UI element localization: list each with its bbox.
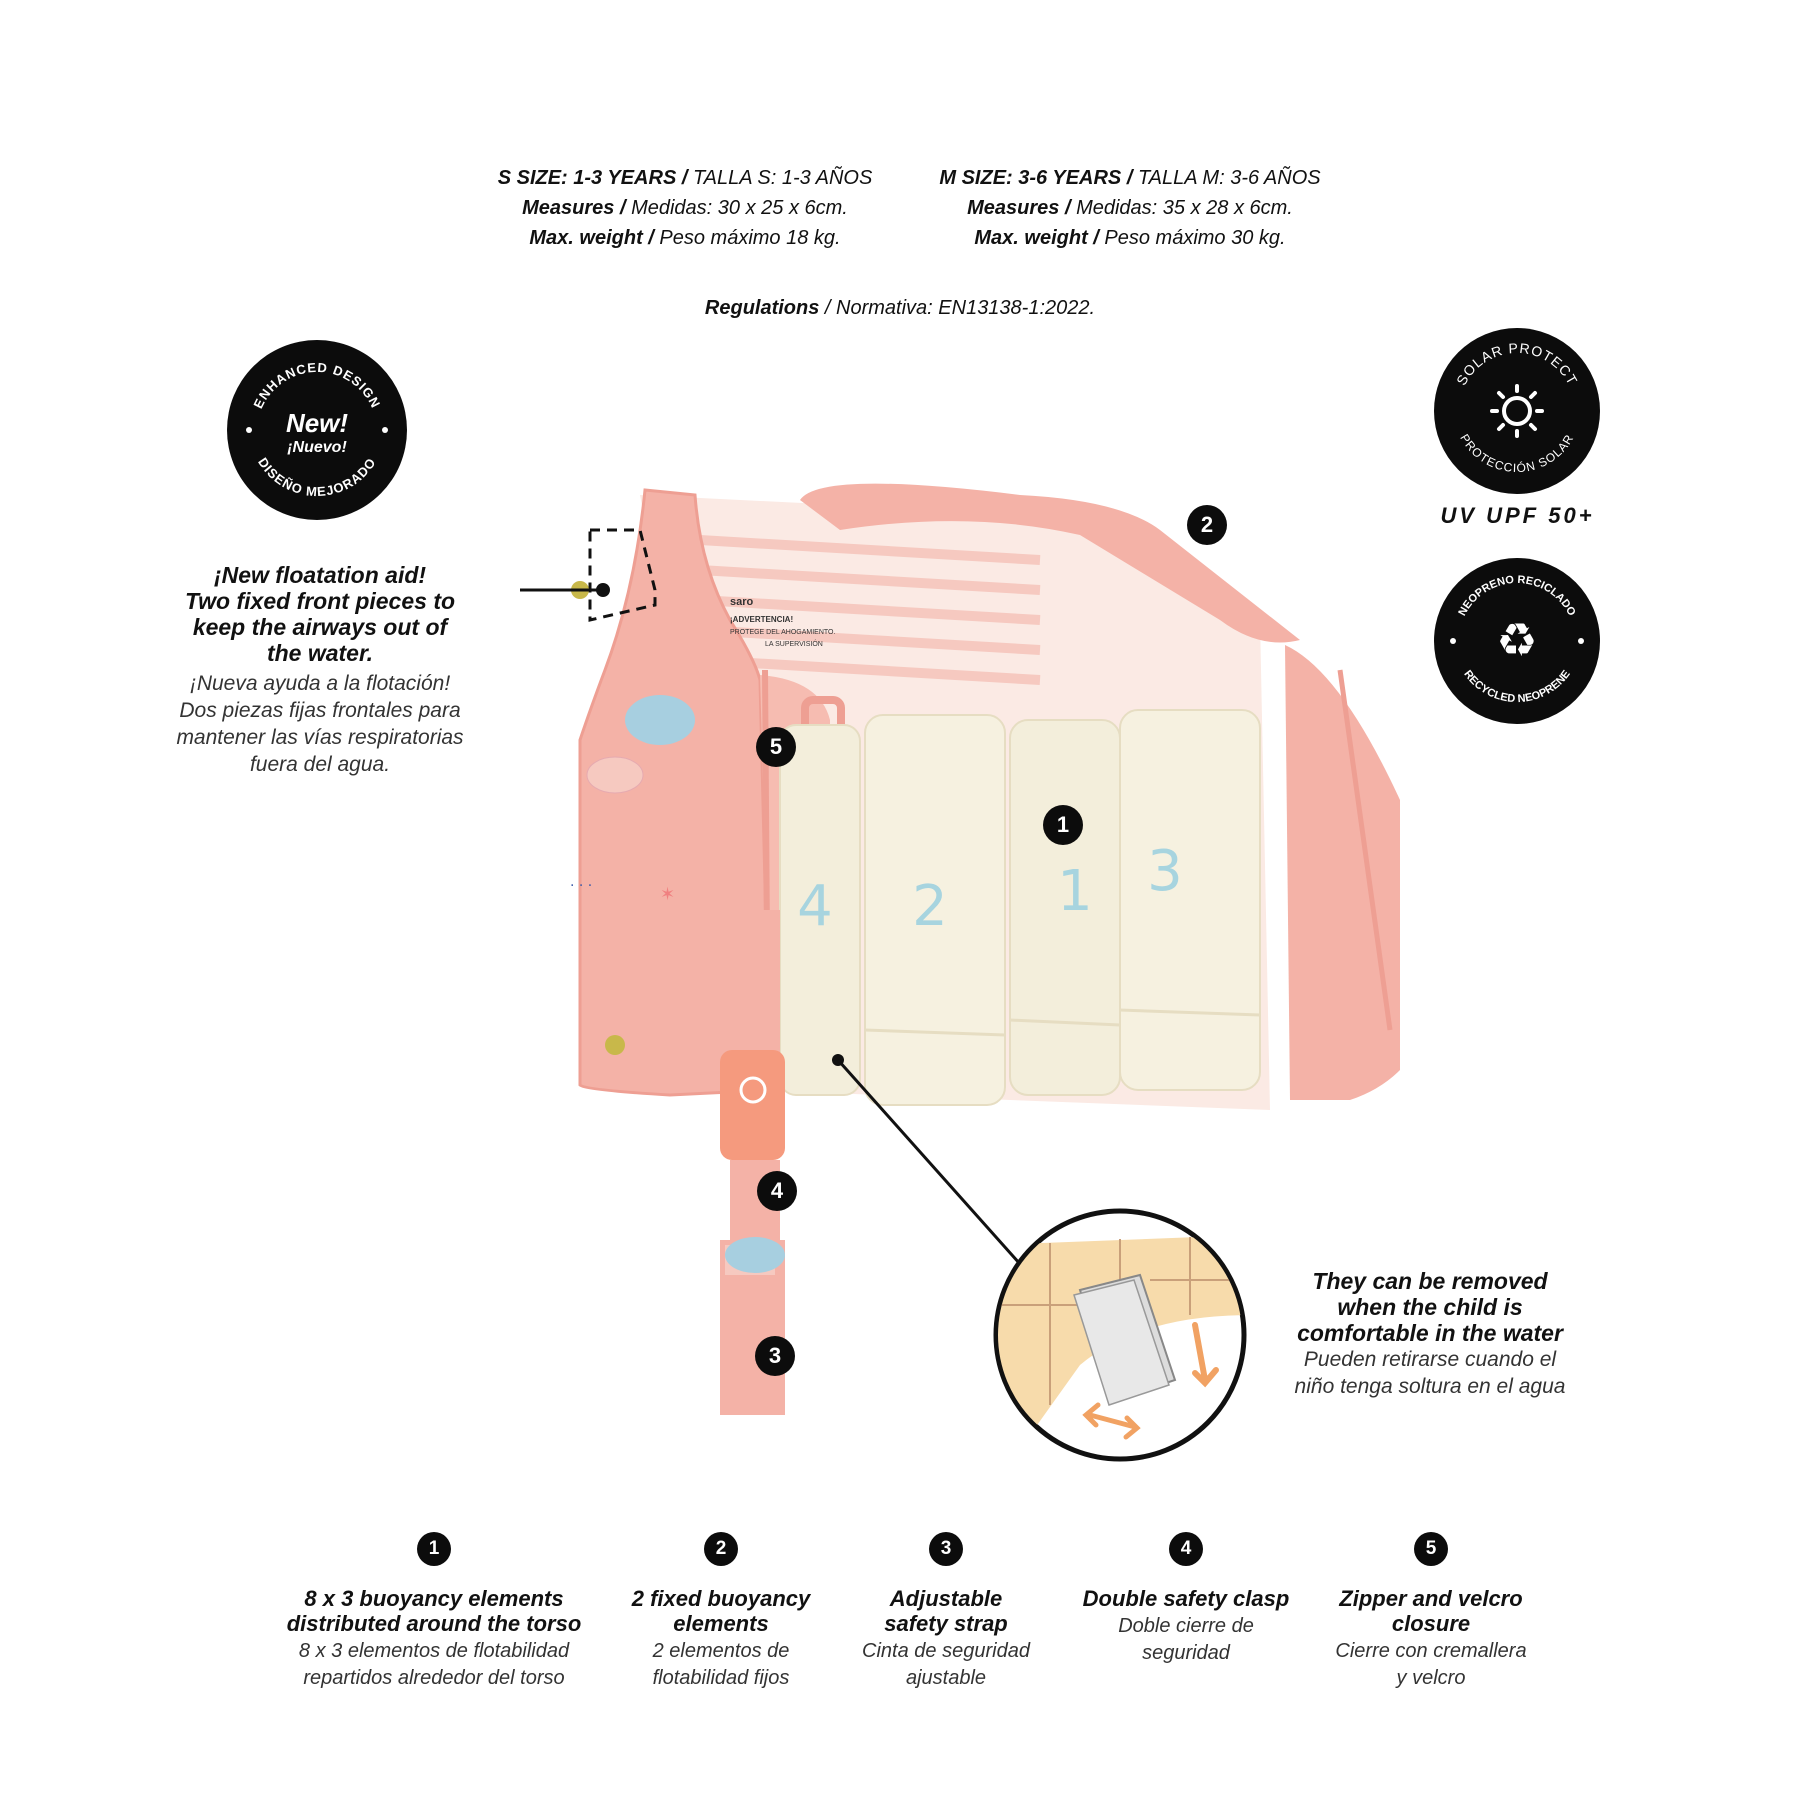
feature-1-marker: 1 xyxy=(417,1532,451,1566)
size-s-weight: Peso máximo 18 kg. xyxy=(659,227,841,249)
solar-protect-badge xyxy=(1434,328,1600,494)
callout-right-title-2: when the child is xyxy=(1337,1294,1523,1320)
feature-4-sub-1: Doble cierre de xyxy=(1118,1615,1254,1637)
callout-right-sub-2: niño tenga soltura en el agua xyxy=(1294,1375,1566,1398)
marker-5: 5 xyxy=(756,727,796,767)
feature-3-marker: 3 xyxy=(929,1532,963,1566)
marker-3: 3 xyxy=(755,1336,795,1376)
feature-1-title-2: distributed around the torso xyxy=(286,1611,582,1636)
size-s-measures: Medidas: 30 x 25 x 6cm. xyxy=(631,197,848,219)
recycle-icon: ♻ xyxy=(1496,613,1538,667)
callout-floatation-aid xyxy=(160,562,480,778)
feature-4-title-1: Double safety clasp xyxy=(1082,1586,1290,1611)
feature-2-title-1: 2 fixed buoyancy xyxy=(631,1586,811,1611)
buoyancy-floats xyxy=(780,710,1260,1105)
badge-new-top-text: ENHANCED DESIGN xyxy=(250,359,384,411)
feature-1-sub-1: 8 x 3 elementos de flotabilidad xyxy=(298,1640,570,1662)
safety-clasp xyxy=(720,1050,785,1160)
size-m-measures: Medidas: 35 x 28 x 6cm. xyxy=(1076,197,1293,219)
feature-2-marker: 2 xyxy=(704,1532,738,1566)
size-m-weight: Peso máximo 30 kg. xyxy=(1104,227,1286,249)
size-s-measures-label: Measures / xyxy=(522,197,626,219)
float-number-4: 4 xyxy=(797,874,833,939)
float-number-1: 1 xyxy=(1057,859,1093,924)
feature-2-sub-1: 2 elementos de xyxy=(652,1640,790,1662)
feature-2-title-2: elements xyxy=(673,1611,769,1636)
svg-text:ENHANCED DESIGN xyxy=(250,360,383,411)
feature-5-sub-2: y velcro xyxy=(1396,1667,1466,1689)
callout-left-title-1: ¡New floatation aid! xyxy=(213,562,427,588)
feature-3-title-1: Adjustable xyxy=(889,1586,1003,1611)
size-s-label: S SIZE: 1-3 YEARS / xyxy=(497,167,688,189)
feature-5-marker: 5 xyxy=(1414,1532,1448,1566)
svg-text:PROTECCIÓN SOLAR xyxy=(1457,432,1576,476)
size-m-specs xyxy=(915,163,1345,253)
callout-left-sub-2: Dos piezas fijas frontales para xyxy=(179,699,461,722)
feature-3-title-2: safety strap xyxy=(884,1611,1008,1636)
badge-recycled-bottom-text: RECYCLED NEOPRENE xyxy=(1461,668,1573,706)
feature-3-sub-1: Cinta de seguridad xyxy=(862,1640,1030,1662)
vest-warning-line3: LA SUPERVISIÓN xyxy=(765,641,823,648)
badge-solar-bottom-text: PROTECCIÓN SOLAR xyxy=(1457,431,1577,476)
feature-5-title-2: closure xyxy=(1391,1611,1471,1636)
feature-1-sub-2: repartidos alrededor del torso xyxy=(303,1667,565,1689)
badge-new-sub: ¡Nuevo! xyxy=(287,439,347,456)
svg-text:DISEÑO MEJORADO xyxy=(255,455,379,499)
callout-right-sub-1: Pueden retirarse cuando el xyxy=(1303,1348,1557,1371)
feature-2-sub-2: flotabilidad fijos xyxy=(652,1667,790,1689)
callout-left-sub-4: fuera del agua. xyxy=(249,753,391,776)
badge-new-main: New! xyxy=(285,408,349,438)
callout-left-title-2: Two fixed front pieces to xyxy=(184,588,456,614)
feature-3-sub-2: ajustable xyxy=(905,1667,987,1689)
callout-left-title-4: the water. xyxy=(266,640,374,666)
callout-left-sub-3: mantener las vías respiratorias xyxy=(176,726,464,749)
vest-brand-label: saro xyxy=(730,596,754,608)
callout-left-title-3: keep the airways out of xyxy=(192,614,448,640)
svg-text:⋅ ⋅ ⋅: ⋅ ⋅ ⋅ xyxy=(570,878,593,894)
marker-2: 2 xyxy=(1187,505,1227,545)
badge-recycled-top-text: NEOPRENO RECICLADO xyxy=(1456,573,1578,618)
feature-5-sub-1: Cierre con cremallera xyxy=(1335,1640,1527,1662)
size-s-weight-label: Max. weight / xyxy=(529,227,654,249)
feature-1-title-1: 8 x 3 buoyancy elements xyxy=(304,1586,564,1611)
recycled-neoprene-badge xyxy=(1434,558,1600,724)
svg-text:NEOPRENO RECICLADO xyxy=(1456,574,1577,618)
uv-upf-caption: UV UPF 50+ xyxy=(1440,503,1595,528)
regulations-value: / Normativa: EN13138-1:2022. xyxy=(824,297,1096,319)
feature-4-sub-2: seguridad xyxy=(1142,1642,1230,1664)
callout-right-title-1: They can be removed xyxy=(1312,1268,1548,1294)
sun-icon xyxy=(1492,386,1542,436)
svg-text:✶: ✶ xyxy=(660,884,676,905)
feature-1 xyxy=(284,1532,584,1692)
size-m-label: M SIZE: 3-6 YEARS / xyxy=(939,167,1133,189)
regulations-label: Regulations xyxy=(704,297,820,319)
feature-4-marker: 4 xyxy=(1169,1532,1203,1566)
callout-right-title-3: comfortable in the water xyxy=(1297,1320,1563,1346)
size-m-weight-label: Max. weight / xyxy=(974,227,1099,249)
svg-text:RECYCLED NEOPRENE xyxy=(1461,668,1572,705)
marker-1: 1 xyxy=(1043,805,1083,845)
size-s-label-es: TALLA S: 1-3 AÑOS xyxy=(692,167,873,189)
enhanced-design-badge xyxy=(227,340,407,520)
feature-5-title-1: Zipper and velcro xyxy=(1339,1586,1523,1611)
vest-warning-line1: ¡ADVERTENCIA! xyxy=(730,615,794,624)
size-m-measures-label: Measures / xyxy=(967,197,1071,219)
badge-new-bottom-text: DISEÑO MEJORADO xyxy=(255,454,379,500)
size-s-specs xyxy=(470,163,900,253)
badge-solar-top-text: SOLAR PROTECT xyxy=(1452,339,1582,388)
feature-5 xyxy=(1281,1532,1581,1692)
vest-warning-line2: PROTEGE DEL AHOGAMIENTO. xyxy=(730,629,836,636)
callout-removable xyxy=(1280,1268,1580,1400)
marker-4: 4 xyxy=(757,1171,797,1211)
callout-left-sub-1: ¡Nueva ayuda a la flotación! xyxy=(189,672,451,695)
size-m-label-es: TALLA M: 3-6 AÑOS xyxy=(1137,167,1321,189)
svg-text:SOLAR PROTECT xyxy=(1453,340,1581,388)
float-number-3: 3 xyxy=(1147,839,1183,904)
float-number-2: 2 xyxy=(912,874,948,939)
zoom-detail-circle xyxy=(990,1205,1250,1465)
regulations xyxy=(600,293,1200,323)
